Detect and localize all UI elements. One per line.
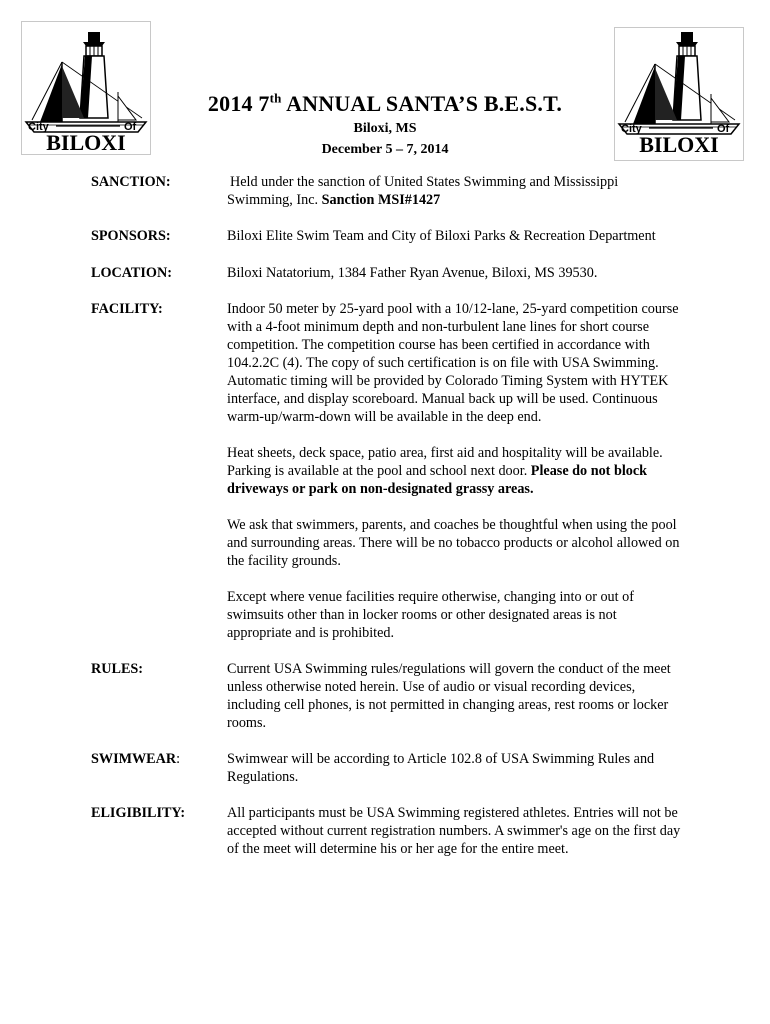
section-label: FACILITY: (91, 301, 163, 317)
section-text: Biloxi Elite Swim Team and City of Biloxi Parks & Recreation Department (227, 228, 656, 244)
section-rules (91, 660, 691, 732)
facility-paragraph-1: Indoor 50 meter by 25-yard pool with a 10/12-lane, 25-yard competition course with a 4-foot minimum depth and non-turbulent lane lines for short course competition. The competition course has been certified in accordance with 104.2.2C (4). The copy of such certification is on file with USA Swimming. Automatic timing will be provided by Colorado Timing System with HYTEK interface, and display scoreboard. Manual back up will be used. Continuous warm-up/warm-down will be available in the deep end. (227, 301, 679, 425)
meet-location: Biloxi, MS (353, 121, 417, 136)
facility-paragraph-4: Except where venue facilities require otherwise, changing into or out of swimsuits other than in locker rooms or other designated areas is not appropriate and is prohibited. (227, 589, 634, 641)
parking-warning: Please do not block driveways or park on non-designated grassy areas. (227, 463, 648, 497)
section-sanction (91, 173, 691, 209)
logo-word-city: City (28, 121, 49, 133)
sanction-number: Sanction MSI#1427 (321, 192, 441, 208)
section-label: SANCTION: (91, 174, 171, 190)
section-label: LOCATION: (91, 265, 172, 281)
section-text: Biloxi Natatorium, 1384 Father Ryan Avenue, Biloxi, MS 39530. (227, 265, 598, 281)
title-prefix: 2014 7 (207, 91, 270, 116)
section-label: RULES: (91, 661, 144, 677)
section-sponsors (91, 227, 691, 245)
meet-info-body (91, 173, 691, 858)
section-label: SWIMWEAR: (91, 751, 181, 767)
lighthouse-ship-icon (22, 22, 150, 154)
facility-paragraph-3: We ask that swimmers, parents, and coaches be thoughtful when using the pool and surrounding areas. There will be no tobacco products or alcohol allowed on the facility grounds. (227, 517, 680, 569)
section-swimwear (91, 750, 691, 786)
section-label: ELIGIBILITY: (91, 805, 186, 821)
section-text: All participants must be USA Swimming registered athletes. Entries will not be accepted without current registration numbers. A swimmer's age on the first day of the meet will determine his or her age for the entire meet. (227, 805, 681, 857)
title-suffix: ANNUAL SANTA’S B.E.S.T. (281, 91, 563, 116)
logo-word-of: Of (717, 123, 730, 135)
section-text (227, 300, 683, 642)
section-label: SPONSORS: (91, 228, 171, 244)
meet-dates: December 5 – 7, 2014 (321, 142, 449, 157)
facility-paragraph-2: Heat sheets, deck space, patio area, first aid and hospitality will be available. Parking is available at the pool and school next door. Please do not block driveways or park on non-designated grassy areas. (227, 445, 663, 497)
section-eligibility (91, 804, 691, 858)
logo-word-of: Of (124, 121, 137, 133)
title-superscript: th (269, 90, 282, 106)
section-facility (91, 300, 691, 642)
section-text: Held under the sanction of United States Swimming and Mississippi Swimming, Inc. Sanction MSI#1427 (227, 174, 619, 208)
lighthouse-ship-icon (615, 28, 743, 160)
section-location (91, 264, 691, 282)
biloxi-logo-left (21, 21, 151, 155)
document-header (150, 90, 620, 160)
logo-word-city: City (621, 123, 642, 135)
biloxi-logo-right (614, 27, 744, 161)
section-text: Current USA Swimming rules/regulations will govern the conduct of the meet unless otherwise noted herein. Use of audio or visual recording devices, including cell phones, is not permitted in changing areas, rest rooms or locker rooms. (227, 661, 671, 731)
logo-city-name: BILOXI (46, 130, 126, 154)
page-title (150, 90, 620, 118)
logo-city-name: BILOXI (639, 132, 719, 157)
section-text: Swimwear will be according to Article 102.8 of USA Swimming Rules and Regulations. (227, 751, 655, 785)
